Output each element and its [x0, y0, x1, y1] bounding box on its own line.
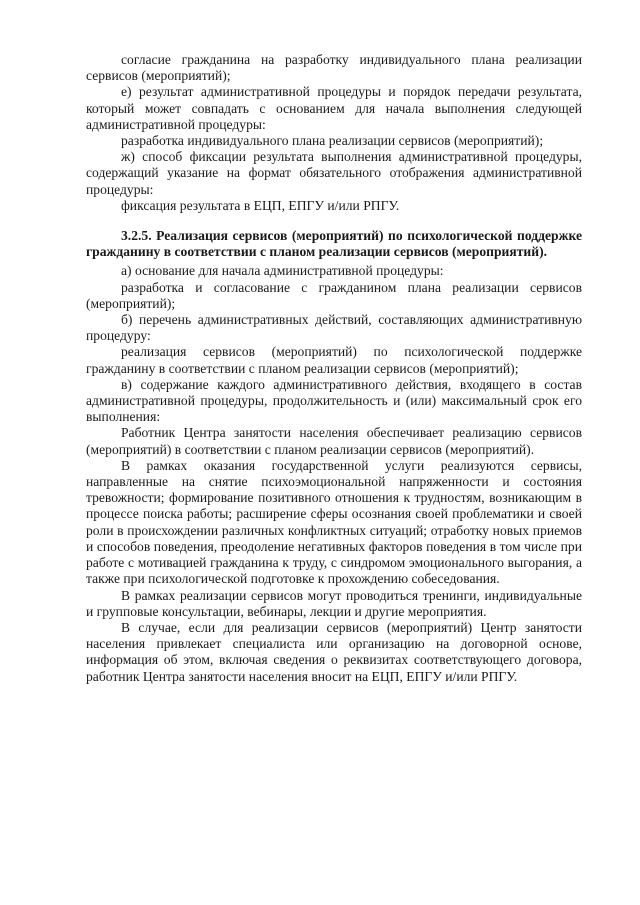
paragraph-result-e: е) результат административной процедуры и порядок передачи результата, который может совпадать с основанием для начала выполнения следующей административной процедуры: [86, 84, 582, 132]
paragraph-actions-b: б) перечень административных действий, составляющих административную процедуру: [86, 312, 582, 344]
paragraph-services-support: реализация сервисов (мероприятий) по психологической поддержке гражданину в соответствии с планом реализации сервисов (мероприятий); [86, 344, 582, 376]
paragraph-method-zh: ж) способ фиксации результата выполнения административной процедуры, содержащий указание на формат обязательного отображения административной процедуры: [86, 149, 582, 197]
paragraph-content-v: в) содержание каждого административного действия, входящего в состав административной процедуры, продолжительность и (или) максимальный срок его выполнения: [86, 376, 582, 425]
paragraph-trainings: В рамках реализации сервисов могут проводиться тренинги, индивидуальные и групповые консультации, вебинары, лекции и другие мероприятия. [86, 587, 582, 619]
paragraph-consent: согласие гражданина на разработку индивидуального плана реализации сервисов (мероприятий); [86, 52, 582, 84]
paragraph-services-scope: В рамках оказания государственной услуги реализуются сервисы, направленные на снятие психоэмоциональной напряженности и состояния тревожности; формирование позитивного отношения к трудностям, возникающим в процессе поиска работы; расширение сферы осознания своей проблематики и своей роли в происхождении различных конфликтных ситуаций; отработку новых приемов и способов поведения, преодоление негативных факторов поведения в том числе при работе с мотивацией гражданина к труду, с синдромом эмоционального выгорания, а также при психологической подготовке к прохождению собеседования. [86, 457, 582, 587]
paragraph-plan-development: разработка индивидуального плана реализации сервисов (мероприятий); [121, 133, 544, 149]
section-heading-3-2-5: 3.2.5. Реализация сервисов (мероприятий) по психологической поддержке гражданину в соответствии с планом реализации сервисов (мероприятий). [86, 228, 582, 260]
paragraph-worker-ensures: Работник Центра занятости населения обеспечивает реализацию сервисов (мероприятий) в соответствии с планом реализации сервисов (мероприятий). [86, 425, 582, 457]
paragraph-basis-a: а) основание для начала административной процедуры: [121, 263, 444, 279]
paragraph-plan-agreement: разработка и согласование с гражданином плана реализации сервисов (мероприятий); [86, 279, 582, 311]
paragraph-fixation: фиксация результата в ЕЦП, ЕПГУ и/или РПГУ. [121, 197, 400, 213]
paragraph-contract-info: В случае, если для реализации сервисов (мероприятий) Центр занятости населения привлекает специалиста или организацию на договорной основе, информация об этом, включая сведения о реквизитах соответствующего договора, работник Центра занятости населения вносит на ЕЦП, ЕПГУ и/или РПГУ. [86, 619, 582, 684]
